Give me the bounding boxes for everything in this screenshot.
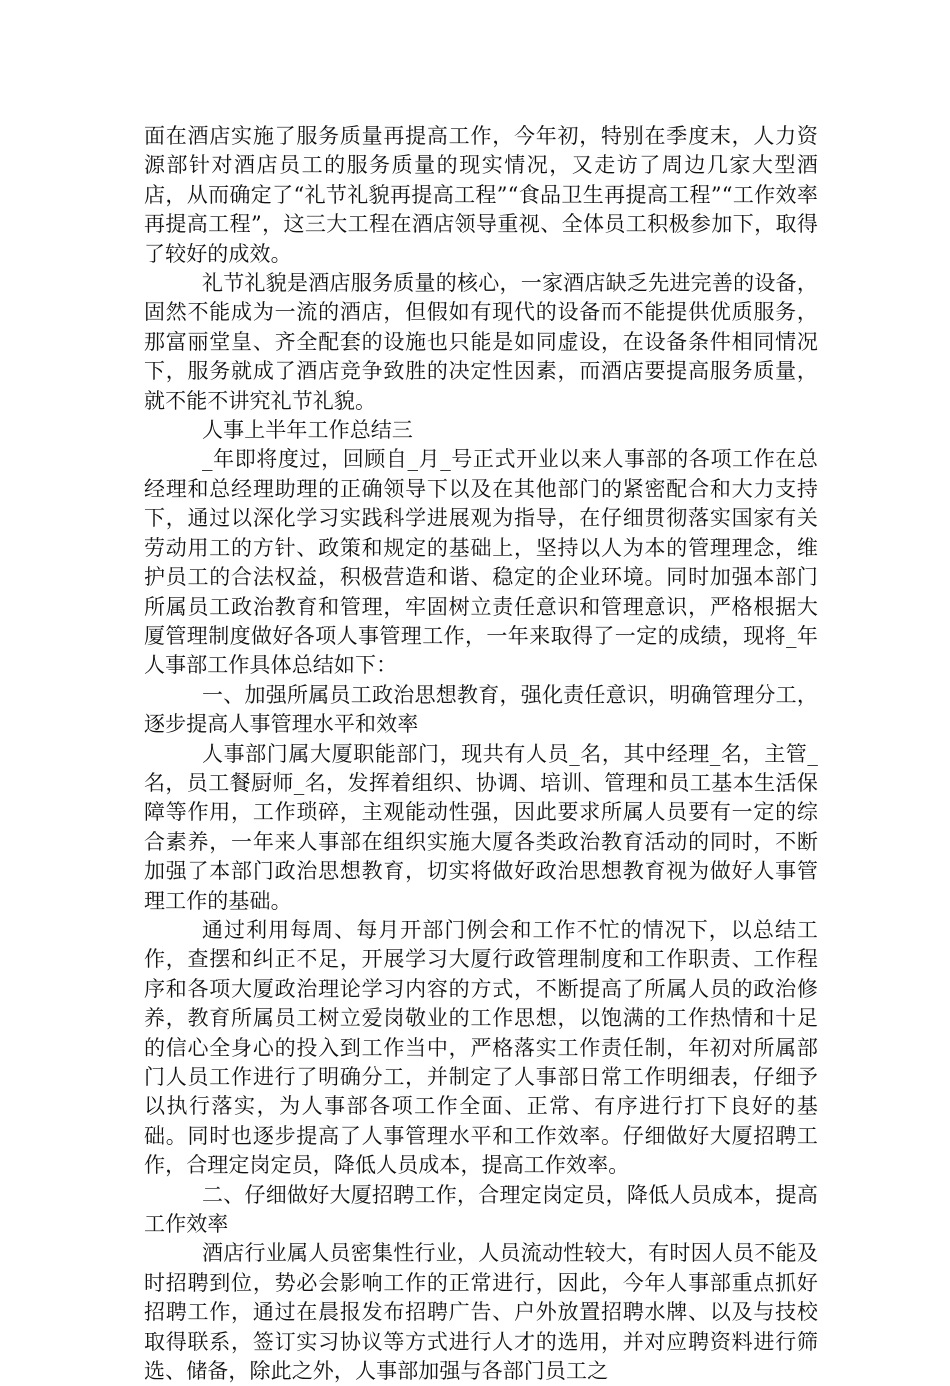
document-body [144, 122, 818, 1386]
section-heading-1: 一、加强所属员工政治思想教育，强化责任意识，明确管理分工，逐步提高人事管理水平和效率 [144, 682, 818, 737]
paragraph-3: _年即将度过，回顾自_月_号正式开业以来人事部的各项工作在总经理和总经理助理的正确领导下以及在其他部门的紧密配合和大力支持下，通过以深化学习实践科学进展观为指导，在仔细贯彻落实国家有关劳动用工的方针、政策和规定的基础上，坚持以人为本的管理理念，维护员工的合法权益，积极营造和谐、稳定的企业环境。同时加强本部门所属员工政治教育和管理，牢固树立责任意识和管理意识，严格根据大厦管理制度做好各项人事管理工作，一年来取得了一定的成绩，现将_年人事部工作具体总结如下： [144, 447, 818, 678]
paragraph-6: 酒店行业属人员密集性行业，人员流动性较大，有时因人员不能及时招聘到位，势必会影响工作的正常进行，因此，今年人事部重点抓好招聘工作，通过在晨报发布招聘广告、户外放置招聘水牌、以及与技校取得联系，签订实习协议等方式进行人才的选用，并对应聘资料进行筛选、储备，除此之外，人事部加强与各部门员工之 [144, 1241, 818, 1384]
paragraph-2: 礼节礼貌是酒店服务质量的核心，一家酒店缺乏先进完善的设备，固然不能成为一流的酒店，但假如有现代的设备而不能提供优质服务，那富丽堂皇、齐全配套的设施也只能是如同虚设，在设备条件相同情况下，服务就成了酒店竞争致胜的决定性因素，而酒店要提高服务质量，就不能不讲究礼节礼貌。 [144, 271, 818, 413]
paragraph-5: 通过利用每周、每月开部门例会和工作不忙的情况下，以总结工作，查摆和纠正不足，开展学习大厦行政管理制度和工作职责、工作程序和各项大厦政治理论学习内容的方式，不断提高了所属人员的政治修养，教育所属员工树立爱岗敬业的工作思想，以饱满的工作热情和十足的信心全身心的投入到工作当中，严格落实工作责任制，年初对所属部门人员工作进行了明确分工，并制定了人事部日常工作明细表，仔细予以执行落实，为人事部各项工作全面、正常、有序进行打下良好的基础。同时也逐步提高了人事管理水平和工作效率。仔细做好大厦招聘工作，合理定岗定员，降低人员成本，提高工作效率。 [144, 917, 818, 1178]
paragraph-1: 面在酒店实施了服务质量再提高工作，今年初，特别在季度末，人力资源部针对酒店员工的服务质量的现实情况，又走访了周边几家大型酒店，从而确定了“礼节礼貌再提高工程”“食品卫生再提高工程”“工作效率再提高工程”，这三大工程在酒店领导重视、全体员工积极参加下，取得了较好的成效。 [144, 124, 818, 266]
paragraph-4: 人事部门属大厦职能部门，现共有人员_名，其中经理_名，主管_名，员工餐厨师_名，发挥着组织、协调、培训、管理和员工基本生活保障等作用，工作琐碎，主观能动性强，因此要求所属人员要有一定的综合素养，一年来人事部在组织实施大厦各类政治教育活动的同时，不断加强了本部门政治思想教育，切实将做好政治思想教育视为做好人事管理工作的基础。 [144, 741, 818, 913]
section-heading-summary-three: 人事上半年工作总结三 [202, 418, 413, 443]
section-heading-2: 二、仔细做好大厦招聘工作，合理定岗定员，降低人员成本，提高工作效率 [144, 1182, 818, 1237]
